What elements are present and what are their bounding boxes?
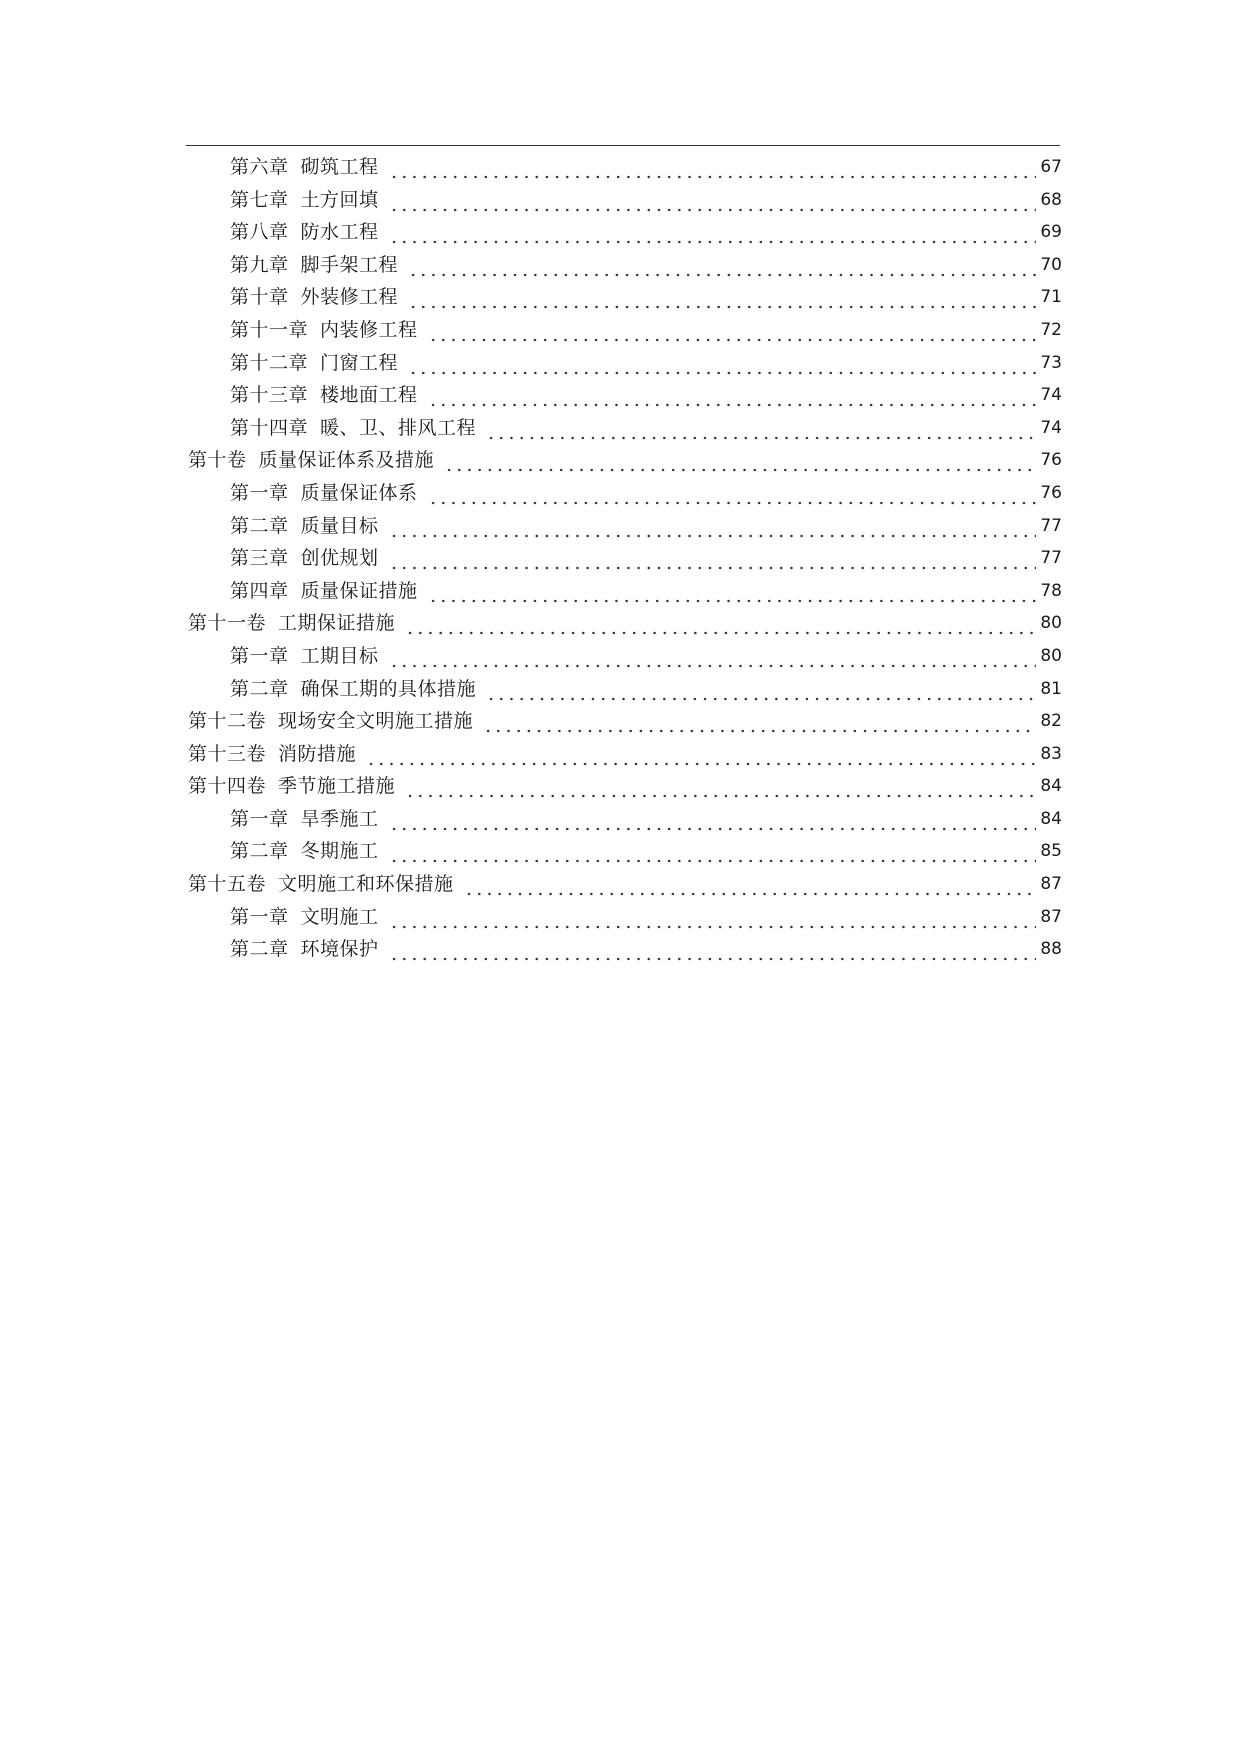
toc-entry-page-number: 72	[1040, 319, 1062, 340]
toc-entry-page-number: 81	[1040, 678, 1062, 699]
toc-entry-number: 第十三卷	[188, 742, 267, 765]
toc-entry-number: 第一章	[230, 807, 289, 830]
toc-entry-number: 第十一章	[230, 318, 309, 341]
header-rule	[186, 145, 1060, 146]
toc-entry-page-number: 70	[1040, 254, 1062, 275]
dot-leader	[389, 933, 1036, 966]
toc-entry-page-number: 77	[1040, 548, 1062, 569]
toc-entry-number: 第八章	[230, 221, 289, 244]
dot-leader	[366, 738, 1036, 771]
toc-entry-page-number: 80	[1040, 645, 1062, 666]
toc-entry-title: 文明施工和环保措施	[278, 873, 454, 896]
toc-entry-title: 暖、卫、排风工程	[320, 416, 477, 439]
dot-leader	[389, 803, 1036, 836]
toc-entry-number: 第十章	[230, 286, 289, 309]
toc-entry-title: 脚手架工程	[300, 253, 399, 276]
dot-leader	[486, 412, 1036, 445]
toc-entry-number: 第二章	[230, 514, 289, 537]
toc-entry-page-number: 87	[1040, 874, 1062, 895]
toc-chapter-entry[interactable]	[186, 575, 1062, 608]
dot-leader	[389, 216, 1036, 249]
toc-entry-title: 确保工期的具体措施	[300, 677, 477, 700]
toc-chapter-entry[interactable]	[186, 835, 1062, 868]
toc-chapter-entry[interactable]	[186, 412, 1062, 445]
dot-leader	[408, 249, 1036, 282]
dot-leader	[389, 640, 1036, 673]
dot-leader	[428, 314, 1036, 347]
toc-volume-entry[interactable]	[186, 770, 1062, 803]
toc-chapter-entry[interactable]	[186, 803, 1062, 836]
toc-volume-entry[interactable]	[186, 738, 1062, 771]
toc-entry-number: 第十三章	[230, 384, 309, 407]
toc-entry-title: 门窗工程	[320, 351, 399, 374]
toc-entry-title: 冬期施工	[300, 840, 379, 863]
dot-leader	[389, 510, 1036, 543]
toc-entry-title: 工期目标	[300, 644, 379, 667]
toc-entry-number: 第二章	[230, 840, 289, 863]
toc-entry-page-number: 76	[1040, 450, 1062, 471]
toc-chapter-entry[interactable]	[186, 379, 1062, 412]
toc-entry-title: 楼地面工程	[320, 384, 418, 407]
toc-entry-number: 第十四卷	[188, 775, 267, 798]
dot-leader	[444, 444, 1036, 477]
toc-entry-page-number: 74	[1040, 417, 1062, 438]
dot-leader	[428, 379, 1036, 412]
toc-chapter-entry[interactable]	[186, 673, 1062, 706]
toc-entry-title: 文明施工	[300, 905, 379, 928]
dot-leader	[408, 347, 1036, 380]
toc-volume-entry[interactable]	[186, 607, 1062, 640]
toc-entry-title: 消防措施	[278, 742, 357, 765]
toc-chapter-entry[interactable]	[186, 249, 1062, 282]
dot-leader	[389, 184, 1036, 217]
dot-leader	[483, 705, 1036, 738]
dot-leader	[405, 607, 1036, 640]
toc-entry-number: 第一章	[230, 644, 289, 667]
toc-entry-number: 第十四章	[230, 416, 309, 439]
toc-entry-title: 外装修工程	[300, 286, 399, 309]
toc-chapter-entry[interactable]	[186, 314, 1062, 347]
toc-entry-number: 第十二章	[230, 351, 309, 374]
toc-entry-page-number: 71	[1040, 287, 1062, 308]
toc-chapter-entry[interactable]	[186, 347, 1062, 380]
toc-entry-number: 第四章	[230, 579, 289, 602]
toc-entry-title: 旱季施工	[300, 807, 379, 830]
dot-leader	[428, 575, 1036, 608]
toc-entry-number: 第十卷	[188, 449, 247, 472]
toc-entry-number: 第九章	[230, 253, 289, 276]
toc-entry-number: 第十一卷	[188, 612, 267, 635]
toc-entry-title: 质量目标	[300, 514, 379, 537]
toc-entry-page-number: 77	[1040, 515, 1062, 536]
dot-leader	[408, 281, 1036, 314]
toc-entry-page-number: 80	[1040, 613, 1062, 634]
toc-entry-page-number: 82	[1040, 711, 1062, 732]
toc-entry-page-number: 87	[1040, 906, 1062, 927]
toc-entry-number: 第十二卷	[188, 710, 267, 733]
toc-entry-number: 第一章	[230, 481, 289, 504]
toc-entry-number: 第三章	[230, 547, 289, 570]
toc-entry-title: 防水工程	[300, 221, 379, 244]
toc-chapter-entry[interactable]	[186, 933, 1062, 966]
toc-entry-number: 第六章	[230, 156, 289, 178]
toc-entry-title: 环境保护	[300, 938, 379, 961]
toc-entry-title: 现场安全文明施工措施	[278, 710, 474, 733]
toc-entry-page-number: 84	[1040, 808, 1062, 829]
toc-entry-page-number: 85	[1040, 841, 1062, 862]
dot-leader	[486, 673, 1036, 706]
dot-leader	[389, 901, 1036, 934]
toc-entry-number: 第一章	[230, 905, 289, 928]
toc-chapter-entry[interactable]	[186, 184, 1062, 217]
toc-entry-page-number: 78	[1040, 580, 1062, 601]
toc-entry-title: 工期保证措施	[278, 612, 396, 635]
toc-entry-title: 土方回填	[300, 188, 379, 211]
toc-chapter-entry[interactable]	[186, 281, 1062, 314]
toc-entry-title: 砌筑工程	[300, 156, 379, 178]
toc-entry-number: 第七章	[230, 188, 289, 211]
toc-chapter-entry[interactable]	[186, 542, 1062, 575]
toc-entry-page-number: 76	[1040, 482, 1062, 503]
toc-entry-page-number: 73	[1040, 352, 1062, 373]
toc-chapter-entry[interactable]	[186, 216, 1062, 249]
toc-entry-number: 第二章	[230, 938, 289, 961]
toc-entry-title: 质量保证体系	[300, 481, 418, 504]
toc-entry-page-number: 69	[1040, 222, 1062, 243]
dot-leader	[389, 151, 1036, 184]
toc-chapter-entry[interactable]	[186, 151, 1062, 184]
toc-chapter-entry[interactable]	[186, 640, 1062, 673]
toc-entry-title: 质量保证体系及措施	[258, 449, 435, 472]
toc-entry-number: 第二章	[230, 677, 289, 700]
toc-entry-title: 质量保证措施	[300, 579, 418, 602]
toc-entry-title: 创优规划	[300, 547, 379, 570]
dot-leader	[405, 770, 1036, 803]
table-of-contents	[186, 151, 1062, 966]
toc-chapter-entry[interactable]	[186, 510, 1062, 543]
toc-volume-entry[interactable]	[186, 444, 1062, 477]
dot-leader	[464, 868, 1036, 901]
toc-volume-entry[interactable]	[186, 705, 1062, 738]
toc-volume-entry[interactable]	[186, 868, 1062, 901]
toc-entry-page-number: 67	[1040, 157, 1062, 177]
toc-entry-title: 内装修工程	[320, 318, 418, 341]
toc-entry-title: 季节施工措施	[278, 775, 396, 798]
toc-entry-page-number: 68	[1040, 189, 1062, 210]
toc-entry-page-number: 83	[1040, 743, 1062, 764]
toc-chapter-entry[interactable]	[186, 477, 1062, 510]
toc-chapter-entry[interactable]	[186, 901, 1062, 934]
toc-entry-number: 第十五卷	[188, 873, 267, 896]
toc-entry-page-number: 88	[1040, 939, 1062, 960]
dot-leader	[389, 542, 1036, 575]
dot-leader	[428, 477, 1036, 510]
toc-entry-page-number: 74	[1040, 385, 1062, 406]
toc-entry-page-number: 84	[1040, 776, 1062, 797]
dot-leader	[389, 835, 1036, 868]
